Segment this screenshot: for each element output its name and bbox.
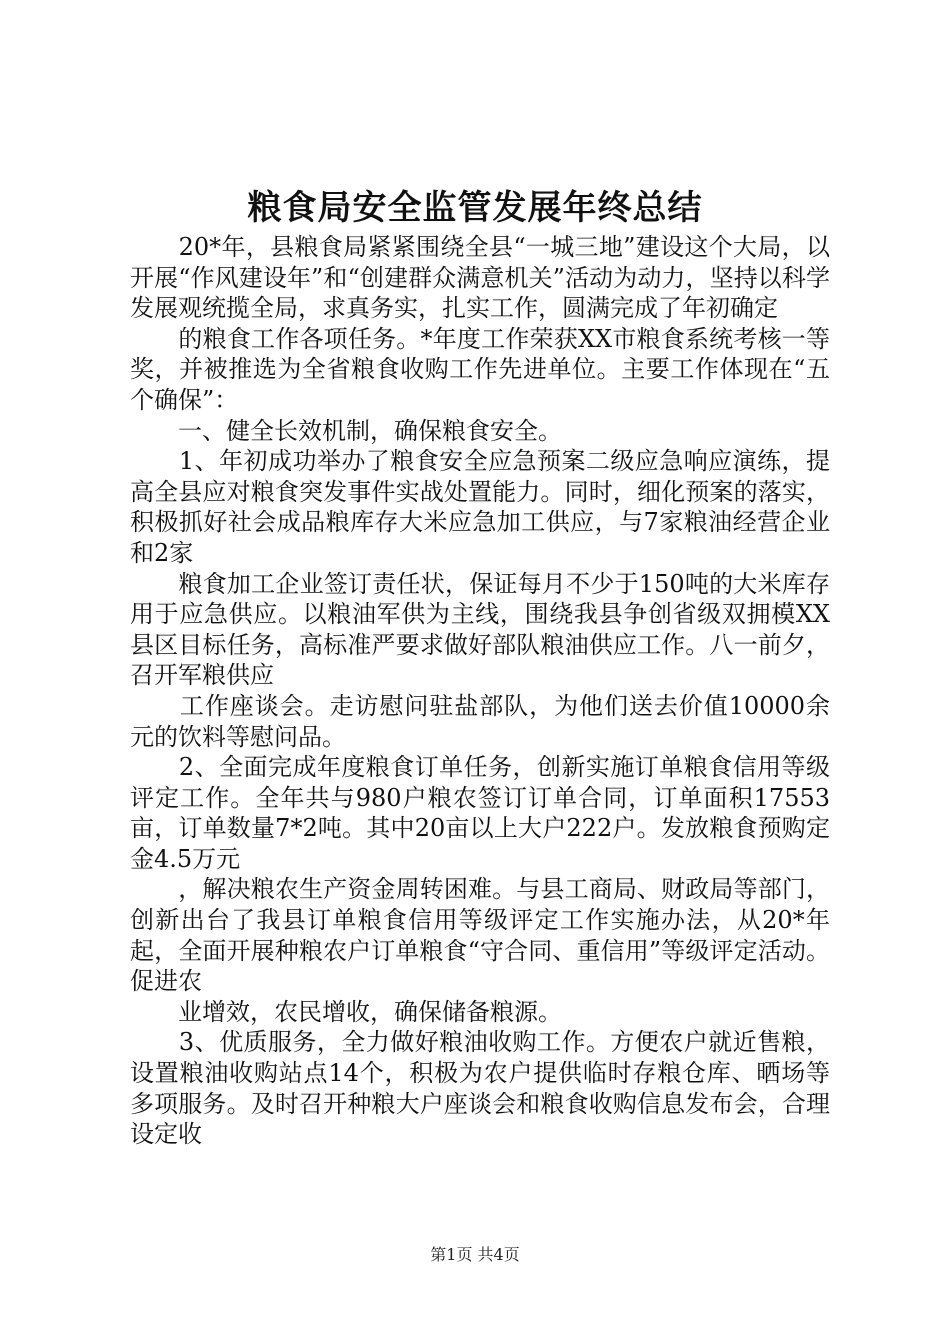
paragraph: 1、年初成功举办了粮食安全应急预案二级应急响应演练，提高全县应对粮食突发事件实战处置能力。同时，细化预案的落实，积极抓好社会成品粮库存大米应急加工供应，与7家粮油经营企业和2家 (130, 447, 830, 567)
paragraph: 20*年，县粮食局紧紧围绕全县“一城三地”建设这个大局，以开展“作风建设年”和“创建群众满意机关”活动为动力，坚持以科学发展观统揽全局，求真务实，扎实工作，圆满完成了年初确定 (130, 233, 830, 323)
paragraph: 工作座谈会。走访慰问驻盐部队，为他们送去价值10000余元的饮料等慰问品。 (130, 691, 830, 751)
section-heading: 一、健全长效机制，确保粮食安全。 (130, 416, 562, 445)
paragraph: 粮食加工企业签订责任状，保证每月不少于150吨的大米库存用于应急供应。以粮油军供为主线，围绕我县争创省级双拥模XX县区目标任务，高标准严要求做好部队粮油供应工作。八一前夕，召开军粮供应 (130, 569, 830, 690)
paragraph: 3、优质服务，全力做好粮油收购工作。方便农户就近售粮，设置粮油收购站点14个，积极为农户提供临时存粮仓库、晒场等多项服务。及时召开种粮大户座谈会和粮食收购信息发布会，合理设定收 (130, 1028, 830, 1149)
document-title: 粮食局安全监管发展年终总结 (247, 188, 703, 228)
paragraph: 业增效，农民增收，确保储备粮源。 (130, 997, 562, 1026)
paragraph: ，解决粮农生产资金周转困难。与县工商局、财政局等部门，创新出台了我县订单粮食信用等级评定工作实施办法，从20*年起，全面开展种粮农户订单粮食“守合同、重信用”等级评定活动。促进农 (130, 875, 830, 996)
paragraph: 的粮食工作各项任务。*年度工作荣获XX市粮食系统考核一等奖，并被推选为全省粮食收购工作先进单位。主要工作体现在“五个确保”： (130, 324, 830, 414)
page-footer: 第1页 共4页 (430, 1245, 520, 1264)
document-body (130, 232, 830, 1150)
paragraph: 2、全面完成年度粮食订单任务，创新实施订单粮食信用等级评定工作。全年共与980户粮农签订订单合同，订单面积17553亩，订单数量7*2吨。其中20亩以上大户222户。发放粮食预购定金4.5万元 (130, 753, 830, 873)
